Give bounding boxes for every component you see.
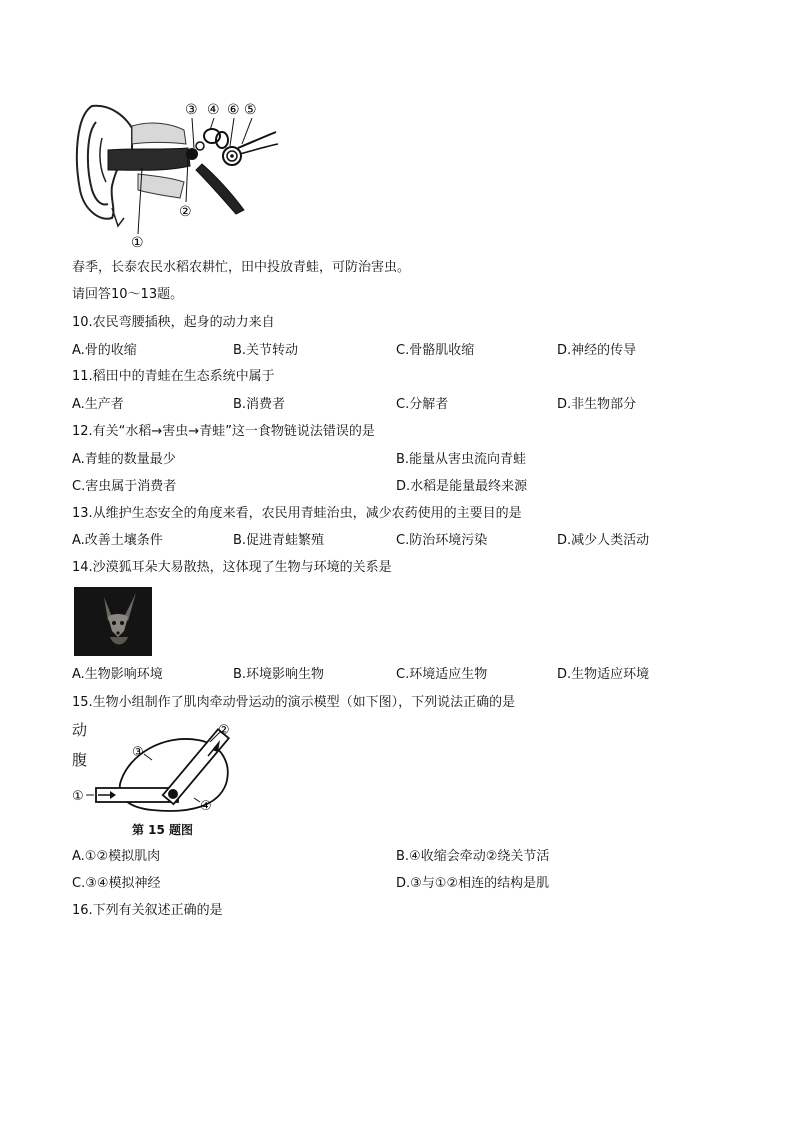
question-11-option-d[interactable]: D.非生物部分	[557, 397, 637, 412]
question-15-option-b[interactable]: B.④收缩会牵动②绕关节活	[396, 849, 550, 864]
question-12-option-b[interactable]: B.能量从害虫流向青蛙	[396, 452, 527, 467]
ear-label-3: ③	[185, 102, 198, 118]
model-label-1: ①	[72, 789, 84, 804]
question-13-option-d[interactable]: D.减少人类活动	[557, 533, 650, 548]
question-10-option-a[interactable]: A.骨的收缩	[72, 343, 137, 358]
question-10-option-b[interactable]: B.关节转动	[233, 343, 299, 358]
question-12-option-a[interactable]: A.青蛙的数量最少	[72, 452, 176, 467]
question-11-stem: 11.稻田中的青蛙在生态系统中属于	[72, 369, 275, 384]
question-12-stem: 12.有关“水稻→害虫→青蛙”这一食物链说法错误的是	[72, 424, 375, 439]
question-16-stem: 16.下列有关叙述正确的是	[72, 903, 223, 918]
model-side-text-1: 动	[72, 721, 88, 739]
question-12-option-c[interactable]: C.害虫属于消费者	[72, 479, 177, 494]
question-14-option-c[interactable]: C.环境适应生物	[396, 667, 488, 682]
question-10-option-c[interactable]: C.骨骼肌收缩	[396, 343, 475, 358]
figure-15-caption: 第 15 题图	[132, 823, 194, 837]
question-14-stem: 14.沙漠狐耳朵大易散热，这体现了生物与环境的关系是	[72, 560, 392, 575]
question-14-option-b[interactable]: B.环境影响生物	[233, 667, 325, 682]
model-label-2: ②	[218, 723, 230, 738]
instruction-text: 请回答10～13题。	[72, 287, 184, 302]
question-12-option-d[interactable]: D.水稻是能量最终来源	[396, 479, 528, 494]
question-15-option-a[interactable]: A.①②模拟肌肉	[72, 849, 161, 864]
muscle-bone-model	[72, 720, 252, 816]
question-15-option-d[interactable]: D.③与①②相连的结构是肌	[396, 876, 550, 891]
ear-label-4: ④	[207, 102, 220, 118]
ear-diagram-drawing	[72, 98, 282, 250]
question-13-option-b[interactable]: B.促进青蛙繁殖	[233, 533, 325, 548]
model-label-4: ④	[200, 799, 212, 814]
ear-diagram	[72, 98, 282, 250]
ear-label-2: ②	[179, 204, 192, 220]
question-11-option-c[interactable]: C.分解者	[396, 397, 449, 412]
model-label-3: ③	[132, 745, 144, 760]
question-15-stem: 15.生物小组制作了肌肉牵动骨运动的演示模型（如下图），下列说法正确的是	[72, 695, 516, 710]
ear-label-5: ⑤	[244, 102, 257, 118]
ear-label-1: ①	[131, 235, 144, 250]
question-10-stem: 10.农民弯腰插秧，起身的动力来自	[72, 315, 275, 330]
question-14-option-a[interactable]: A.生物影响环境	[72, 667, 163, 682]
ear-label-6: ⑥	[227, 102, 240, 118]
question-10-option-d[interactable]: D.神经的传导	[557, 343, 637, 358]
question-15-option-c[interactable]: C.③④模拟神经	[72, 876, 161, 891]
question-11-option-a[interactable]: A.生产者	[72, 397, 124, 412]
question-13-option-a[interactable]: A.改善土壤条件	[72, 533, 163, 548]
question-13-stem: 13.从维护生态安全的角度来看，农民用青蛙治虫，减少农药使用的主要目的是	[72, 506, 522, 521]
muscle-bone-model-drawing	[72, 720, 252, 816]
model-side-text-2: 腹	[72, 751, 88, 769]
question-14-option-d[interactable]: D.生物适应环境	[557, 667, 650, 682]
intro-text: 春季，长泰农民水稻农耕忙，田中投放青蛙，可防治害虫。	[72, 260, 411, 275]
question-11-option-b[interactable]: B.消费者	[233, 397, 286, 412]
question-13-option-c[interactable]: C.防治环境污染	[396, 533, 488, 548]
desert-fox-photo	[74, 587, 152, 656]
